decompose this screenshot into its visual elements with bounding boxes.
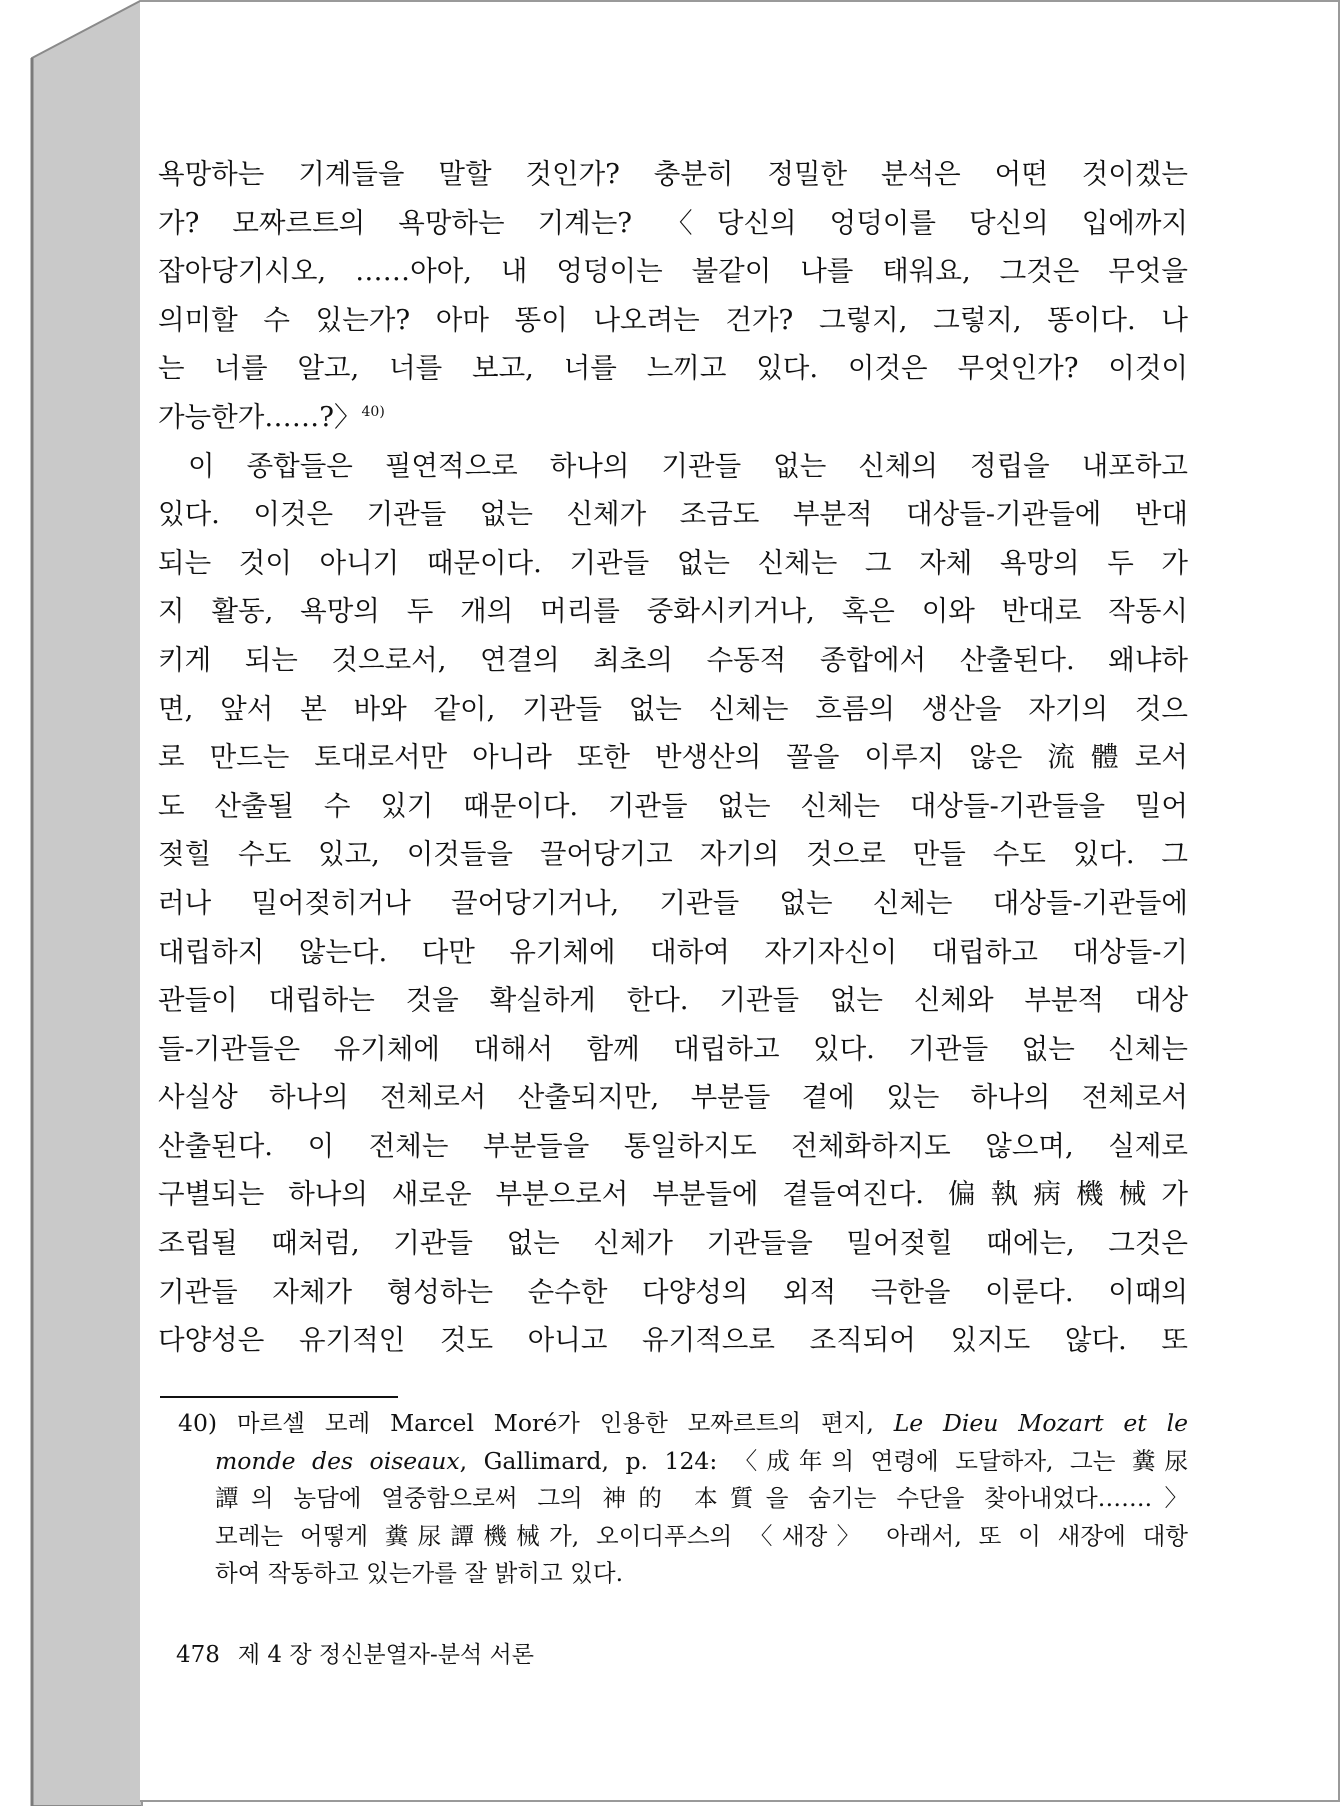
paragraph-line: 키게 되는 것으로서, 연결의 최초의 수동적 종합에서 산출된다. 왜냐하 — [158, 643, 1188, 676]
paragraph-line: 면, 앞서 본 바와 같이, 기관들 없는 신체는 흐름의 생산을 자기의 것으 — [158, 692, 1188, 725]
body-line — [158, 393, 1188, 442]
paragraph-line: 대립하지 않는다. 다만 유기체에 대하여 자기자신이 대립하고 대상들-기 — [158, 935, 1188, 968]
paragraph-line: 들-기관들은 유기체에 대해서 함께 대립하고 있다. 기관들 없는 신체는 — [158, 1032, 1188, 1065]
paragraph-line: 로 만드는 토대로서만 아니라 또한 반생산의 꼴을 이루지 않은 流體로서 — [158, 741, 1188, 774]
paragraph-line: 젖힐 수도 있고, 이것들을 끌어당기고 자기의 것으로 만들 수도 있다. 그 — [158, 838, 1188, 871]
body-line: 잡아당기시오, ……아아, 내 엉덩이는 불같이 나를 태워요, 그것은 무엇을 — [158, 255, 1188, 288]
paragraph-line: 되는 것이 아니기 때문이다. 기관들 없는 신체는 그 자체 욕망의 두 가 — [158, 546, 1188, 579]
footnote-reference: 40) — [361, 403, 385, 420]
footnote-line-text: 40) 마르셀 모레 Marcel Moré가 인용한 모짜르트의 편지, — [178, 1409, 894, 1437]
running-footer — [176, 1636, 534, 1669]
paragraph-line: 관들이 대립하는 것을 확실하게 한다. 기관들 없는 신체와 부분적 대상 — [158, 984, 1188, 1017]
footnote-line-text: , Gallimard, p. 124: 〈成年의 연령에 도달하자, 그는 糞尿 — [459, 1446, 1188, 1475]
paragraph-line: 조립될 때처럼, 기관들 없는 신체가 기관들을 밀어젖힐 때에는, 그것은 — [158, 1227, 1188, 1260]
footnote-line: 모레는 어떻게 糞尿譚機械가, 오이디푸스의 〈새장〉 아래서, 또 이 새장에 대항 — [215, 1521, 1188, 1550]
paragraph-line: 있다. 이것은 기관들 없는 신체가 조금도 부분적 대상들-기관들에 반대 — [158, 498, 1188, 531]
body-line: 가? 모짜르트의 욕망하는 기계는? 〈당신의 엉덩이를 당신의 입에까지 — [158, 206, 1188, 239]
paragraph-line: 구별되는 하나의 새로운 부분으로서 부분들에 곁들여진다. 偏執病機械가 — [158, 1178, 1188, 1211]
chapter-title: 제 4 장 정신분열자-분석 서론 — [237, 1642, 534, 1668]
footnote-line — [178, 1405, 1188, 1443]
body-line-text: 가능한가……?〉 — [158, 400, 362, 433]
page-number: 478 — [176, 1642, 220, 1668]
paragraph-line: 기관들 자체가 형성하는 순수한 다양성의 외적 극한을 이룬다. 이때의 — [158, 1275, 1188, 1308]
footnote-book-title: Le Dieu Mozart et le — [893, 1409, 1188, 1437]
paragraph-line: 러나 밀어젖히거나 끌어당기거나, 기관들 없는 신체는 대상들-기관들에 — [158, 886, 1188, 919]
body-text — [158, 150, 1188, 1365]
paragraph-line: 도 산출될 수 있기 때문이다. 기관들 없는 신체는 대상들-기관들을 밀어 — [158, 789, 1188, 822]
footnote-divider — [160, 1396, 398, 1398]
body-line: 의미할 수 있는가? 아마 똥이 나오려는 건가? 그렇지, 그렇지, 똥이다. 나 — [158, 303, 1188, 336]
footnote-line — [178, 1443, 1188, 1481]
paragraph-line: 다양성은 유기적인 것도 아니고 유기적으로 조직되어 있지도 않다. 또 — [158, 1324, 1188, 1357]
body-line: 는 너를 알고, 너를 보고, 너를 느끼고 있다. 이것은 무엇인가? 이것이 — [158, 352, 1188, 385]
paragraph-line: 사실상 하나의 전체로서 산출되지만, 부분들 곁에 있는 하나의 전체로서 — [158, 1081, 1188, 1114]
paragraph-line: 지 활동, 욕망의 두 개의 머리를 중화시키거나, 혹은 이와 반대로 작동시 — [158, 595, 1188, 628]
body-line: 욕망하는 기계들을 말할 것인가? 충분히 정밀한 분석은 어떤 것이겠는 — [158, 158, 1188, 190]
footnote — [178, 1405, 1188, 1593]
footnote-line: 하여 작동하고 있는가를 잘 밝히고 있다. — [215, 1559, 624, 1587]
book-side-edge — [0, 0, 150, 1806]
footnote-line: 譚의 농담에 열중함으로써 그의 神的 本質을 숨기는 수단을 찾아내었다…….〉 — [215, 1484, 1188, 1512]
paragraph-line: 산출된다. 이 전체는 부분들을 통일하지도 전체화하지도 않으며, 실제로 — [158, 1129, 1188, 1162]
paragraph-line: 이 종합들은 필연적으로 하나의 기관들 없는 신체의 정립을 내포하고 — [188, 449, 1188, 482]
footnote-book-title: monde des oiseaux — [215, 1446, 460, 1475]
